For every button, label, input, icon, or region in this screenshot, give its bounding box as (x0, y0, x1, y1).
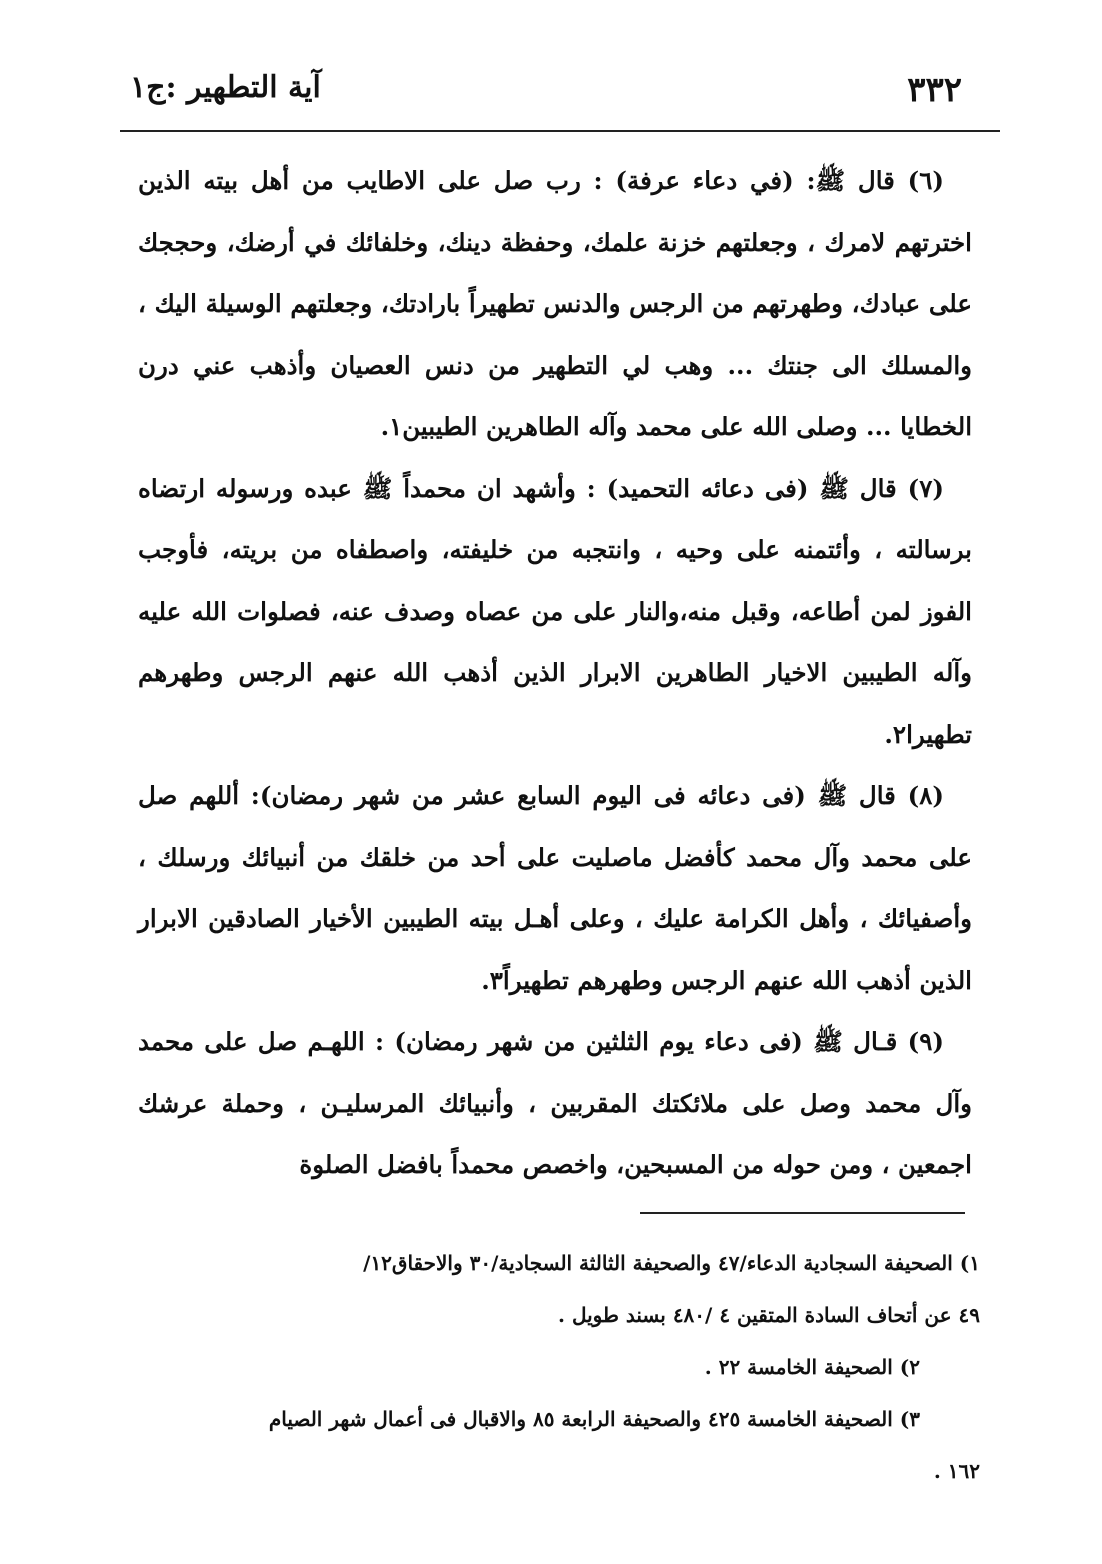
paragraph-9: (٩) قـال ﷺ (فى دعاء يوم الثلثين من شهر رمضان) : اللهـم صل على محمد وآل محمد وصل على ملائكتك المقربين ، وأنبيائك المرسليـن ، وحملة عرشك اجمعين ، ومن حوله من المسبحين، واخصص محمداً بافضل الصلوة (138, 1027, 972, 1179)
running-title: آية التطهير :ج١ (130, 70, 321, 105)
footnotes (132, 1237, 980, 1497)
paragraph-7: (٧) قال ﷺ (فى دعائه التحميد) : وأشهد ان محمداً ﷺ عبده ورسوله ارتضاه برسالته ، وأئتمنه على وحيه ، وانتجبه من خليفته، واصطفاه من بريته، فأوجب الفوز لمن أطاعه، وقبل منه،والنار على من عصاه وصدف عنه، فصلوات الله عليه وآله الطيبين الاخيار الطاهرين الابرار الذين أذهب الله عنهم الرجس وطهرهم تطهيرا٢. (138, 473, 972, 749)
footnote-3-line-1: ٣) الصحيفة الخامسة ٤٢٥ والصحيفة الرابعة ٨٥ والاقبال فى أعمال شهر الصيام (268, 1407, 920, 1431)
footnote-1-line-2: ٤٩ عن أتحاف السادة المتقين ٤ /٤٨٠ بسند طويل . (558, 1303, 980, 1327)
header-divider (120, 130, 1000, 132)
footnote-3-line-2: ١٦٢ . (933, 1459, 980, 1483)
page-header (130, 62, 980, 122)
page-number: ٣٣٢ (907, 70, 962, 110)
paragraph-8: (٨) قال ﷺ (فى دعائه فى اليوم السابع عشر من شهر رمضان): أللهم صل على محمد وآل محمد كأفضل ماصليت على أحد من خلقك من أنبيائك ورسلك ، وأصفيائك ، وأهل الكرامة عليك ، وعلى أهـل بيته الطيبين الأخيار الصادقين الابرار الذين أذهب الله عنهم الرجس وطهرهم تطهيراً٣. (138, 781, 972, 995)
footnote-1-line-1: ١) الصحيفة السجادية الدعاء/٤٧ والصحيفة الثالثة السجادية/٣٠ والاحقاق١٢/ (363, 1251, 980, 1275)
paragraph-6: (٦) قال ﷺ: (في دعاء عرفة) : رب صل على الاطايب من أهل بيته الذين اخترتهم لامرك ، وجعلتهم خزنة علمك، وحفظة دينك، وخلفائك في أرضك، وحججك على عبادك، وطهرتهم من الرجس والدنس تطهيراً بارادتك، وجعلتهم الوسيلة اليك ، والمسلك الى جنتك ... وهب لي التطهير من دنس العصيان وأذهب عني درن الخطايا ... وصلى الله على محمد وآله الطاهرين الطيبين١. (138, 166, 972, 441)
main-text (138, 150, 972, 1196)
footnote-2: ٢) الصحيفة الخامسة ٢٢ . (704, 1355, 920, 1379)
footnote-divider (640, 1212, 965, 1214)
